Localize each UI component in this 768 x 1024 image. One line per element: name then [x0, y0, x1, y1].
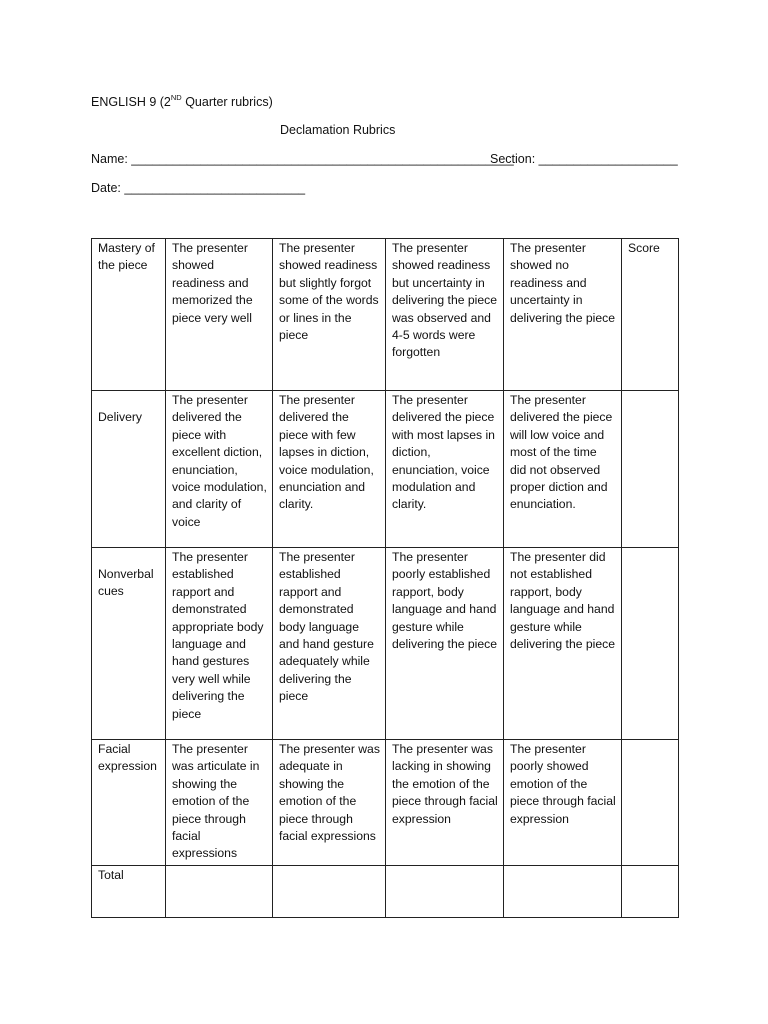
- course-superscript: ND: [170, 93, 182, 102]
- page-title: Declamation Rubrics: [280, 123, 396, 137]
- total-cell: [166, 865, 273, 917]
- level-cell: The presenter showed readiness and memorized the piece very well: [166, 239, 273, 391]
- level-cell: The presenter established rapport and demonstrated body language and hand gesture adequately while delivering the piece: [273, 548, 386, 740]
- score-cell: [622, 391, 679, 548]
- level-cell: The presenter delivered the piece will low voice and most of the time did not observed proper diction and enunciation.: [504, 391, 622, 548]
- name-field: Name: _______________________________________________________: [91, 152, 514, 166]
- level-cell: The presenter poorly showed emotion of the piece through facial expression: [504, 740, 622, 866]
- table-row: [92, 865, 679, 917]
- total-cell: [504, 865, 622, 917]
- table-row: [92, 740, 679, 866]
- total-label: Total: [92, 865, 166, 917]
- level-cell: The presenter did not established rapport, body language and hand gesture while delivering the piece: [504, 548, 622, 740]
- total-cell: [273, 865, 386, 917]
- table-row: [92, 239, 679, 391]
- section-field: Section: ____________________: [490, 152, 678, 166]
- level-cell: The presenter was articulate in showing the emotion of the piece through facial expressions: [166, 740, 273, 866]
- level-cell: The presenter poorly established rapport, body language and hand gesture while delivering the piece: [386, 548, 504, 740]
- total-cell: [386, 865, 504, 917]
- score-cell: [622, 740, 679, 866]
- course-heading: [91, 93, 273, 109]
- date-field: Date: __________________________: [91, 181, 306, 195]
- rubric-table: [91, 238, 679, 918]
- table-row: [92, 548, 679, 740]
- level-cell: The presenter showed readiness but uncertainty in delivering the piece was observed and 4-5 words were forgotten: [386, 239, 504, 391]
- criterion-cell: Facial expression: [92, 740, 166, 866]
- course-text-rest: Quarter rubrics): [181, 95, 273, 109]
- level-cell: The presenter was adequate in showing the emotion of the piece through facial expressions: [273, 740, 386, 866]
- score-header: Score: [622, 239, 679, 391]
- level-cell: The presenter delivered the piece with few lapses in diction, voice modulation, enunciation and clarity.: [273, 391, 386, 548]
- criterion-cell: Mastery of the piece: [92, 239, 166, 391]
- level-cell: The presenter delivered the piece with most lapses in diction, enunciation, voice modulation and clarity.: [386, 391, 504, 548]
- level-cell: The presenter showed no readiness and uncertainty in delivering the piece: [504, 239, 622, 391]
- total-cell: [622, 865, 679, 917]
- level-cell: The presenter was lacking in showing the emotion of the piece through facial expression: [386, 740, 504, 866]
- level-cell: The presenter delivered the piece with excellent diction, enunciation, voice modulation, and clarity of voice: [166, 391, 273, 548]
- criterion-cell: Nonverbal cues: [92, 548, 166, 740]
- course-text: ENGLISH 9 (2: [91, 95, 171, 109]
- level-cell: The presenter showed readiness but slightly forgot some of the words or lines in the piece: [273, 239, 386, 391]
- criterion-cell: Delivery: [92, 391, 166, 548]
- level-cell: The presenter established rapport and demonstrated appropriate body language and hand gestures very well while delivering the piece: [166, 548, 273, 740]
- table-row: [92, 391, 679, 548]
- score-cell: [622, 548, 679, 740]
